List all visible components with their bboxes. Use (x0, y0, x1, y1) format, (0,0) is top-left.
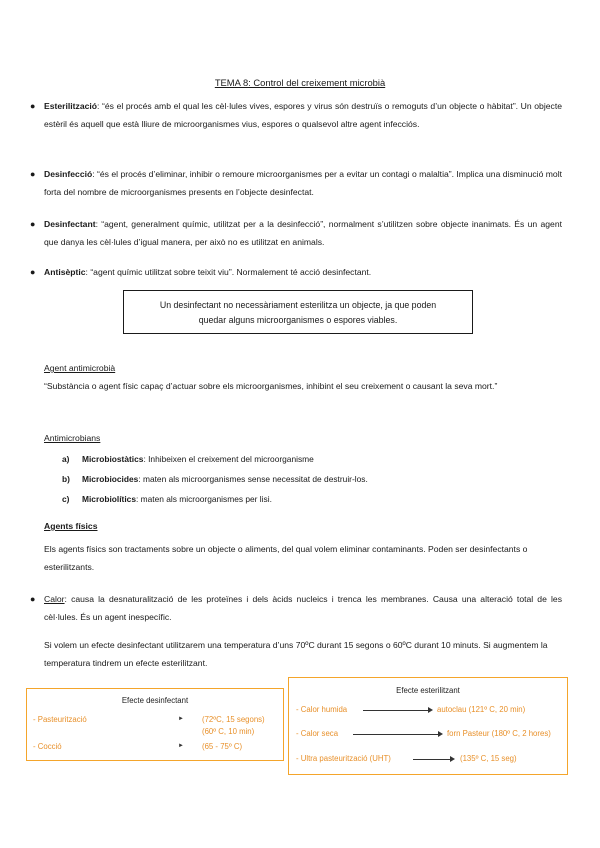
sterilize-row-value: forn Pasteur (180º C, 2 hores) (447, 729, 551, 738)
arrow-line (353, 734, 439, 735)
section-heading-antimicrobial-agent: Agent antimicrobià (44, 363, 116, 373)
section-heading-antimicrobials: Antimicrobians (44, 433, 101, 443)
arrow-icon (438, 731, 443, 737)
bullet-icon: ● (30, 267, 36, 277)
arrow-icon (450, 756, 455, 762)
disinfect-row-value: (60º C, 10 min) (202, 727, 255, 736)
definition-text: : “agent químic utilitzat sobre teixit viu”. Normalement té acció desinfectant. (85, 267, 372, 277)
list-term: Microbiostàtics (82, 454, 144, 464)
bullet-icon: ● (30, 169, 36, 179)
bullet-icon: ● (30, 219, 36, 229)
arrow-line (413, 759, 451, 760)
disinfect-row-name: - Pasteurització (33, 715, 87, 724)
definition-term: Antisèptic (44, 267, 86, 277)
sterilize-effect-box (288, 677, 568, 775)
callout-line-2: quedar alguns microorganismes o espores viables. (198, 315, 398, 325)
list-term: Microbiocides (82, 474, 139, 484)
disinfect-row-value: (65 - 75º C) (202, 742, 243, 751)
list-term: Microbiolítics (82, 494, 136, 504)
arrow-icon (428, 707, 433, 713)
sterilize-box-title: Efecte esterilitzant (396, 686, 460, 695)
disinfect-box-title: Efecte desinfectant (121, 696, 189, 705)
definition-disinfectant (44, 215, 562, 251)
heat-term: Calor (44, 594, 65, 604)
definition-text: : “és el procés d’eliminar, inhibir o remoure microorganismes per a evitar un contagi o malaltia”. Implica una disminució molt forta del nombre de microorganismes presents en l’objecte desinfectat. (44, 169, 562, 197)
disinfect-effect-box (26, 688, 284, 761)
antimicrobial-agent-text: “Substància o agent físic capaç d’actuar sobre els microorganismes, inhibint el seu creixement o causant la seva mort.” (44, 381, 498, 391)
list-text: : maten als microorganismes sense necessitat de destruir-los. (138, 474, 368, 484)
definition-term: Esterilització (44, 101, 98, 111)
bullet-icon: ● (30, 101, 36, 111)
definition-sterilization (44, 97, 562, 133)
definition-text: : “és el procés amb el qual les cèl·lules vives, espores y virus són destruïs o remoguts d’un objecte o hàbitat”. Un objecte estèril és aquell que està lliure de microorganismes vius, espores o qualsevol altre agent infecciós. (44, 101, 562, 129)
section-heading-physical-agents: Agents físics (44, 521, 98, 531)
arrow-line (363, 710, 429, 711)
list-label: b) (62, 474, 70, 484)
definition-disinfection (44, 165, 562, 201)
sterilize-row-value: autoclau (121º C, 20 min) (437, 705, 526, 714)
physical-agents-text: Els agents físics son tractaments sobre un objecte o aliments, del qual volem eliminar contaminants. Poden ser desinfectants o esterilitzants. (44, 544, 528, 572)
list-item (62, 492, 272, 506)
arrow-icon: ► (178, 716, 184, 722)
page-title: TEMA 8: Control del creixement microbià (214, 77, 386, 88)
list-label: c) (62, 494, 70, 504)
bullet-icon: ● (30, 594, 36, 604)
definition-text: : “agent, generalment químic, utilitzat per a la desinfecció”, normalment s’utilitzen sobre objecte inanimats. És un agent que danya les cèl·lules d’igual manera, per això no es utilitzat en animals. (44, 219, 562, 247)
heat-paragraph (44, 590, 562, 626)
definition-antiseptic (44, 263, 562, 281)
sterilize-row-name: - Calor seca (296, 729, 339, 738)
disinfect-row-value: (72ºC, 15 segons) (202, 715, 265, 724)
list-text: : maten als microorganismes per lisi. (135, 494, 272, 504)
heat-text: : causa la desnaturalització de les proteïnes i dels àcids nucleics i trenca les membranes. Causa una alteració total de les cèl·lules. És un agent inespecífic. (44, 594, 562, 622)
heat-note: Si volem un efecte desinfectant utilitzarem una temperatura d’uns 70ºC durant 15 segons o 60ºC durant 10 minuts. Si augmentem la temperatura tindrem un efecte esterilitzant. (44, 640, 548, 668)
callout-box (123, 290, 473, 334)
list-item (62, 472, 368, 486)
definition-term: Desinfecció (44, 169, 93, 179)
list-text: : Inhibeixen el creixement del microorganisme (143, 454, 314, 464)
arrow-icon: ► (178, 743, 184, 749)
sterilize-row-value: (135º C, 15 seg) (460, 754, 517, 763)
sterilize-row-name: - Calor humida (296, 705, 348, 714)
sterilize-row-name: - Ultra pasteurització (UHT) (296, 754, 391, 763)
callout-line-1: Un desinfectant no necessàriament esterilitza un objecte, ja que poden (159, 300, 437, 310)
definition-term: Desinfectant (44, 219, 96, 229)
disinfect-row-name: - Cocció (33, 742, 62, 751)
list-label: a) (62, 454, 70, 464)
list-item (62, 452, 314, 466)
